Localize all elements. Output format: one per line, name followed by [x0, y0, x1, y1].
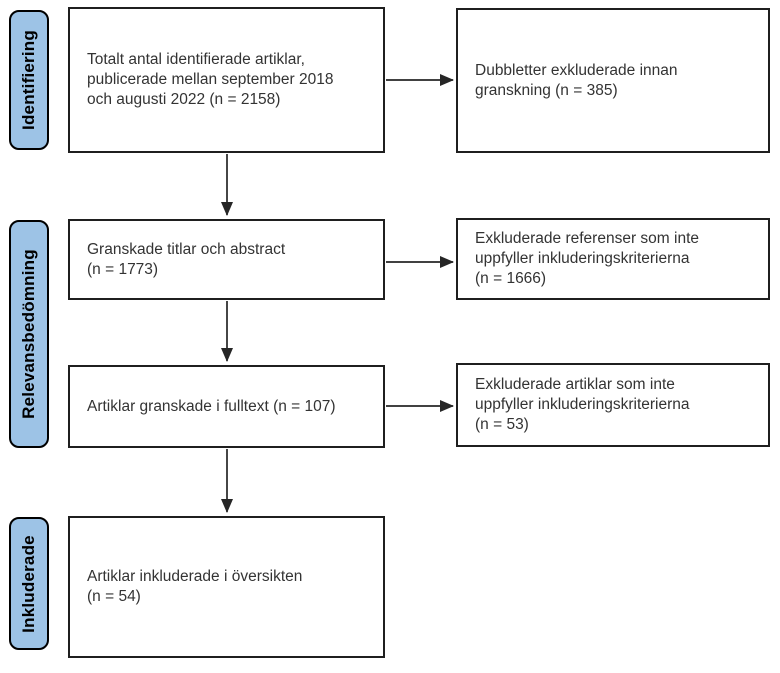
stage-label-text: Relevansbedömning — [19, 249, 39, 419]
box-text: Artiklar inkluderade i översikten (n = 54) — [87, 568, 303, 605]
box-text: Exkluderade artiklar som inte uppfyller inkluderingskriterierna (n = 53) — [475, 376, 690, 433]
box-screened-titles-abstracts — [68, 219, 385, 300]
stage-label-text: Identifiering — [19, 30, 39, 130]
box-identified-articles — [68, 7, 385, 153]
box-excluded-references — [456, 218, 770, 300]
stage-label-relevansbedomning — [9, 220, 49, 448]
box-text: Dubbletter exkluderade innan granskning (n = 385) — [475, 61, 678, 99]
box-text: Totalt antal identifierade artiklar, publicerade mellan september 2018 och augusti 2022 (n = 2158) — [87, 51, 334, 108]
box-excluded-duplicates — [456, 8, 770, 153]
stage-label-inkluderade — [9, 517, 49, 650]
box-text: Artiklar granskade i fulltext (n = 107) — [87, 397, 336, 415]
stage-label-identifiering — [9, 10, 49, 150]
box-fulltext-reviewed — [68, 365, 385, 448]
box-text: Exkluderade referenser som inte uppfyller inkluderingskriterierna (n = 1666) — [475, 230, 700, 287]
stage-label-text: Inkluderade — [19, 534, 38, 633]
box-included-articles — [68, 516, 385, 658]
box-excluded-articles — [456, 363, 770, 447]
box-text: Granskade titlar och abstract (n = 1773) — [87, 240, 286, 278]
